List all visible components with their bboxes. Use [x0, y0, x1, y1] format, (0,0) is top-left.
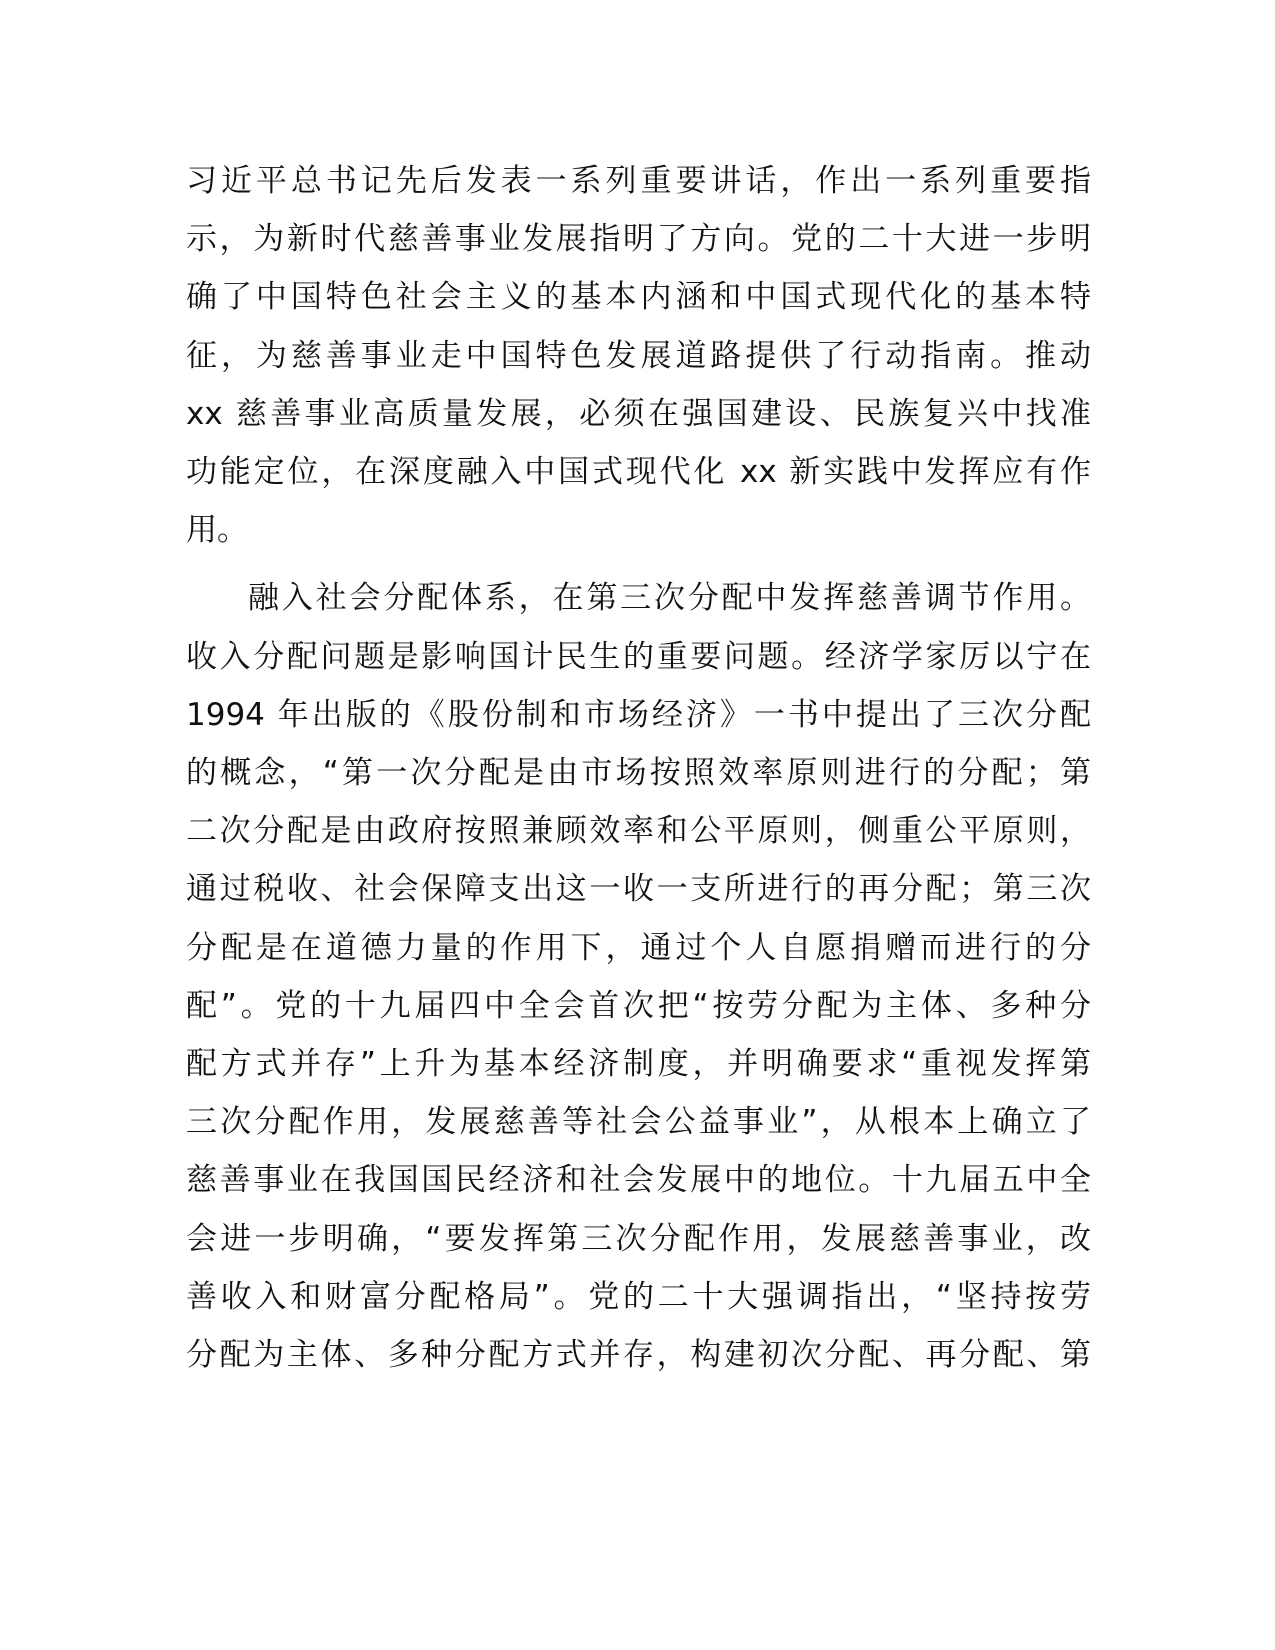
- text-line: 慈善事业在我国国民经济和社会发展中的地位。十九届五中全: [186, 1162, 1091, 1199]
- text-line: 三次分配作用，发展慈善等社会公益事业”，从根本上确立了: [186, 1104, 1091, 1141]
- text-line: 融入社会分配体系，在第三次分配中发挥慈善调节作用。: [248, 580, 1091, 617]
- text-line: 分配是在道德力量的作用下，通过个人自愿捐赠而进行的分: [186, 929, 1091, 966]
- text-line: 用。: [186, 512, 248, 549]
- text-line: 配方式并存”上升为基本经济制度，并明确要求“重视发挥第: [186, 1046, 1091, 1083]
- text-line: 的概念，“第一次分配是由市场按照效率原则进行的分配；第: [186, 755, 1091, 792]
- text-line: 通过税收、社会保障支出这一收一支所进行的再分配；第三次: [186, 871, 1091, 908]
- text-line: 征，为慈善事业走中国特色发展道路提供了行动指南。推动: [186, 337, 1091, 374]
- text-line: 示，为新时代慈善事业发展指明了方向。党的二十大进一步明: [186, 221, 1091, 258]
- paragraph-1: [186, 152, 1091, 559]
- text-line: 1994 年出版的《股份制和市场经济》一书中提出了三次分配: [186, 696, 1091, 733]
- text-line: 收入分配问题是影响国计民生的重要问题。经济学家厉以宁在: [186, 638, 1091, 675]
- text-line: xx 慈善事业高质量发展，必须在强国建设、民族复兴中找准: [186, 395, 1091, 432]
- text-line: 配”。党的十九届四中全会首次把“按劳分配为主体、多种分: [186, 987, 1091, 1024]
- text-line: 功能定位，在深度融入中国式现代化 xx 新实践中发挥应有作: [186, 454, 1091, 491]
- text-line: 习近平总书记先后发表一系列重要讲话，作出一系列重要指: [186, 163, 1091, 199]
- paragraph-2: [186, 569, 1091, 1384]
- text-line: 会进一步明确，“要发挥第三次分配作用，发展慈善事业，改: [186, 1220, 1091, 1257]
- text-line: 分配为主体、多种分配方式并存，构建初次分配、再分配、第: [186, 1337, 1091, 1374]
- text-line: 确了中国特色社会主义的基本内涵和中国式现代化的基本特: [186, 279, 1091, 316]
- text-line: 善收入和财富分配格局”。党的二十大强调指出，“坚持按劳: [186, 1278, 1091, 1315]
- text-line: 二次分配是由政府按照兼顾效率和公平原则，侧重公平原则，: [186, 813, 1091, 850]
- body-text: [186, 152, 1091, 1384]
